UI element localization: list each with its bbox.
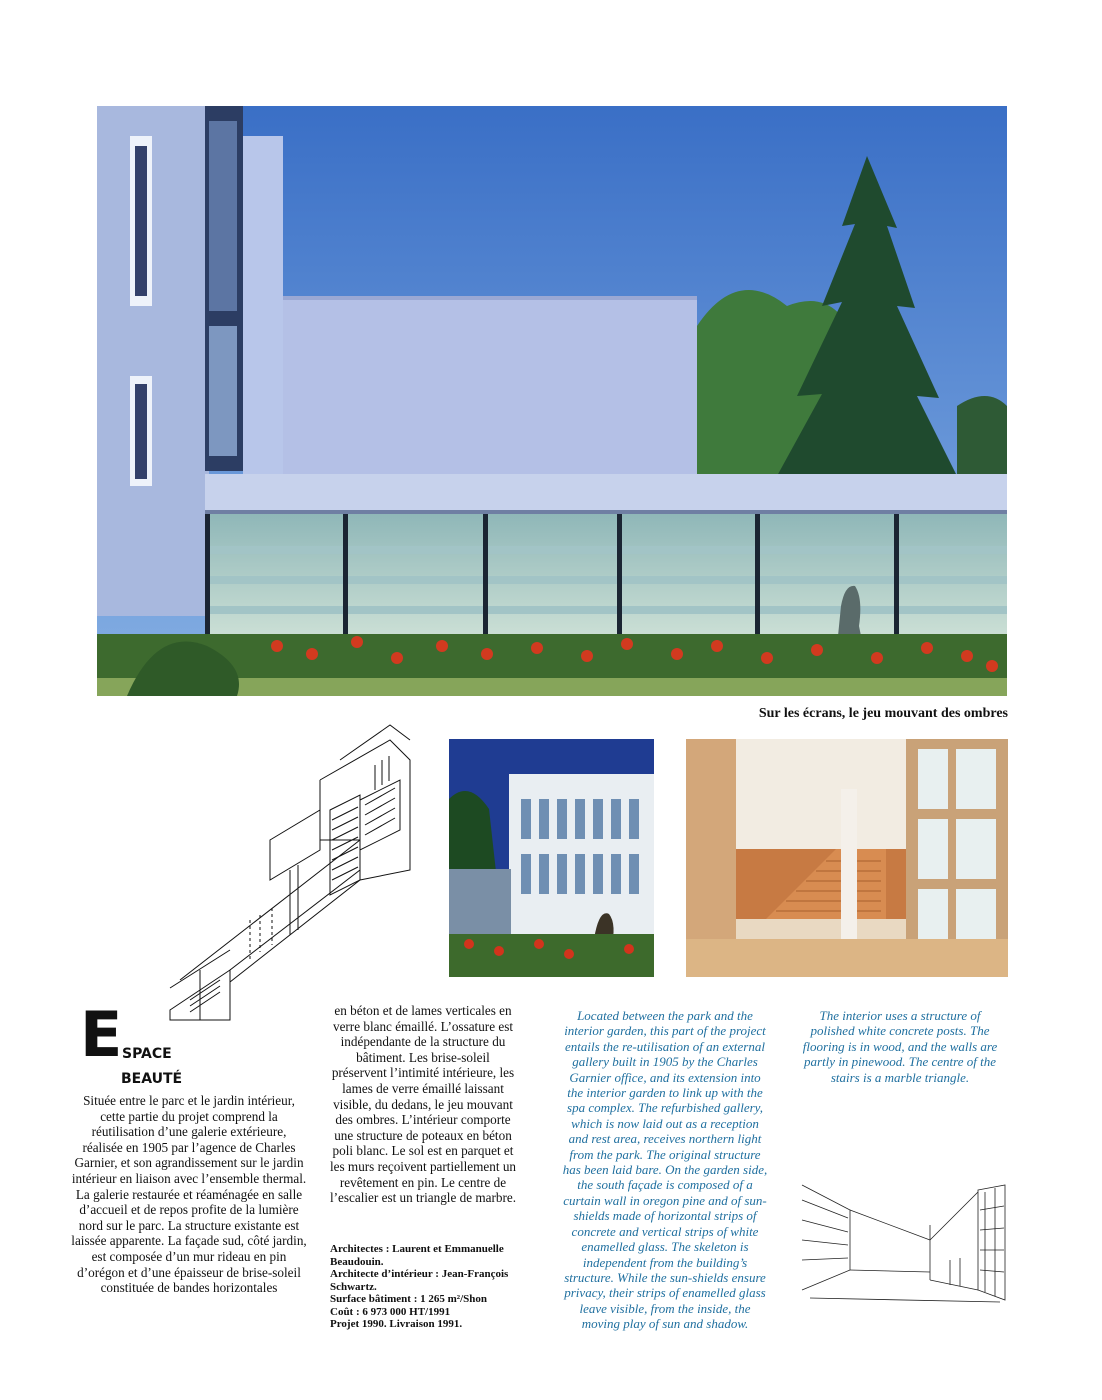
credit-architects: Architectes : Laurent et Emmanuelle Beaudouin. xyxy=(330,1243,504,1268)
heading-line1: SPACE xyxy=(122,1046,172,1062)
french-text-col1: Située entre le parc et le jardin intérieur, cette partie du projet comprend la réutilisation d’une galerie extérieure, réalisée en 1905 par l’agence de Charles Garnier, et son agrandissement sur le jardin intérieur en liaison avec l’ensemble thermal. La galerie restaurée et réaménagée en salle d’accueil et de repos profite de la lumière nord sur le parc. La structure existante est laissée apparente. La façade sud, côté jardin, est composée d’un mur rideau en pin d’orégon et d’une épaisseur de brise-soleil constituée de bandes horizontales xyxy=(71,1093,307,1296)
project-credits xyxy=(330,1243,540,1331)
photo-caption: Sur les écrans, le jeu mouvant des ombres xyxy=(758,706,1008,721)
dropcap: E xyxy=(80,998,123,1071)
facade-photo xyxy=(449,739,654,977)
heading-line2: BEAUTÉ xyxy=(121,1071,183,1087)
english-text-col2: The interior uses a structure of polished white concrete posts. The flooring is in wood, and the walls are partly in pinewood. The centre of the stairs is a marble triangle. xyxy=(802,1008,998,1085)
credit-dates: Projet 1990. Livraison 1991. xyxy=(330,1318,463,1330)
credit-surface: Surface bâtiment : 1 265 m²/Shon xyxy=(330,1293,487,1305)
credit-interior: Architecte d’intérieur : Jean-François Schwartz. xyxy=(330,1268,509,1293)
english-text-col1: Located between the park and the interior garden, this part of the project entails the re-utilisation of an external gallery built in 1905 by the Charles Garnier office, and its extension into the interior garden to link up with the spa complex. The refurbished gallery, which is now laid out as a reception and rest area, receives northern light from the park. The original structure has been laid bare. On the garden side, the south façade is composed of a curtain wall in oregon pine and of sun-shields made of horizontal strips of concrete and vertical strips of white enamelled glass. The skeleton is independent from the building’s structure. While the sun-shields ensure privacy, their strips of enamelled glass leave visible, from the inside, the moving play of sun and shadow. xyxy=(562,1008,768,1332)
perspective-sketch xyxy=(800,1180,1010,1305)
interior-photo xyxy=(686,739,1008,977)
french-text-col2: en béton et de lames verticales en verre blanc émaillé. L’ossature est indépendante de la structure du bâtiment. Les brise-soleil préservent l’intimité intérieure, les lames de verre émaillé laissant visible, du dedans, le jeu mouvant des ombres. L’intérieur comporte une structure de poteaux en béton poli blanc. Le sol est en parquet et les murs reçoivent partiellement un revêtement en pin. Le centre de l’escalier est un triangle de marbre. xyxy=(329,1003,517,1206)
axonometric-drawing xyxy=(160,720,420,1040)
credit-cost: Coût : 6 973 000 HT/1991 xyxy=(330,1305,451,1318)
hero-photo xyxy=(97,106,1007,696)
